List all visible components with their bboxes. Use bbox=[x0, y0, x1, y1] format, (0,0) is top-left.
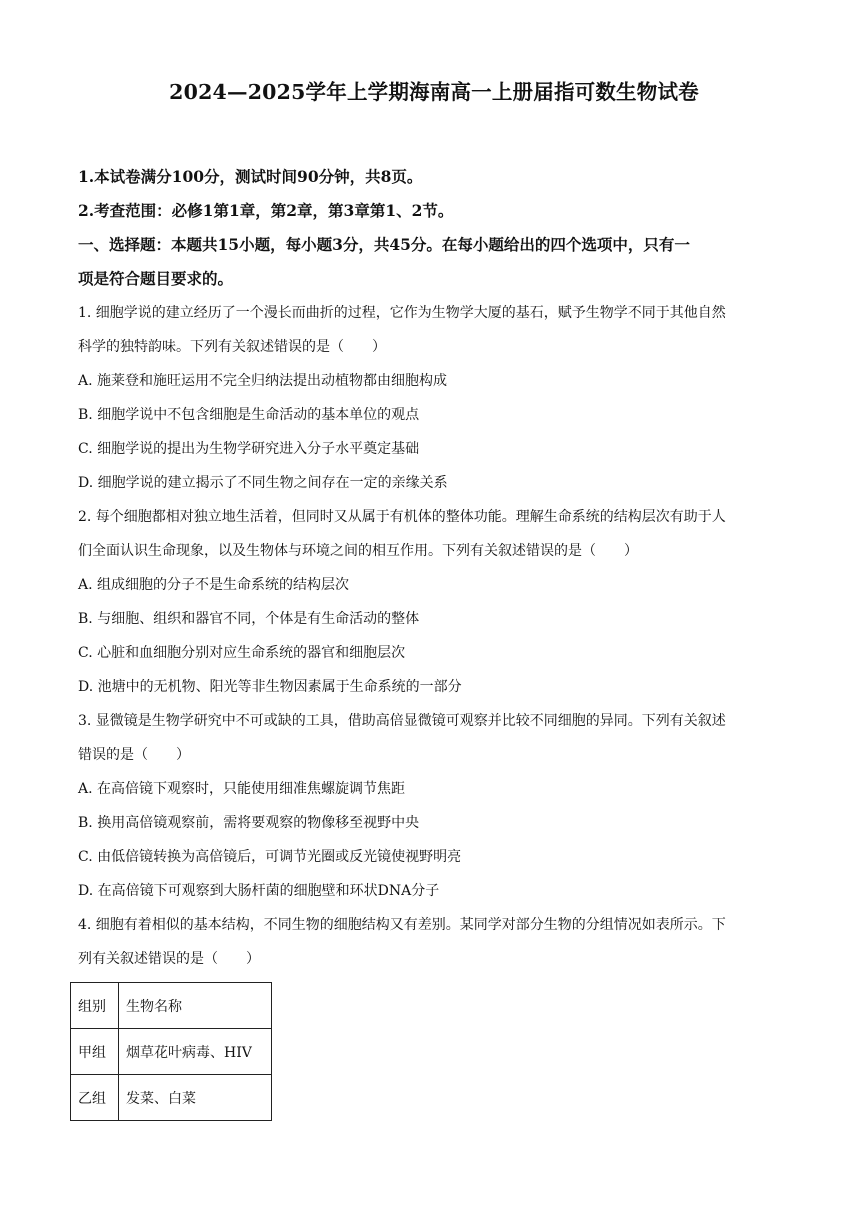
question-1-stem bbox=[78, 296, 788, 364]
question-3-stem-line-2: 错误的是（ ） bbox=[78, 747, 190, 763]
question-3-option-a: A. 在高倍镜下观察时，只能使用细准焦螺旋调节焦距 bbox=[78, 781, 406, 797]
question-2-stem bbox=[78, 500, 788, 568]
table-cell: 发菜、白菜 bbox=[119, 1075, 272, 1121]
note-score: 1.本试卷满分100分，测试时间90分钟，共8页。 bbox=[78, 167, 423, 186]
table-row bbox=[71, 1029, 272, 1075]
section-heading-line-1: 一、选择题：本题共15小题，每小题3分，共45分。在每小题给出的四个选项中，只有一 bbox=[78, 235, 690, 254]
question-3-option-c: C. 由低倍镜转换为高倍镜后，可调节光圈或反光镜使视野明亮 bbox=[78, 849, 462, 865]
question-1-option-a: A. 施莱登和施旺运用不完全归纳法提出动植物都由细胞构成 bbox=[78, 373, 448, 389]
question-3-stem bbox=[78, 704, 788, 772]
question-3-option-b: B. 换用高倍镜观察前，需将要观察的物像移至视野中央 bbox=[78, 815, 420, 831]
section-heading-line-2: 项是符合题目要求的。 bbox=[78, 269, 234, 288]
table-cell: 乙组 bbox=[71, 1075, 119, 1121]
table-header-cell: 生物名称 bbox=[119, 983, 272, 1029]
question-1-option-d: D. 细胞学说的建立揭示了不同生物之间存在一定的亲缘关系 bbox=[78, 475, 448, 491]
question-4-stem bbox=[78, 908, 788, 976]
question-2 bbox=[78, 500, 788, 704]
question-3-option-d: D. 在高倍镜下可观察到大肠杆菌的细胞壁和环状DNA分子 bbox=[78, 883, 440, 899]
question-2-option-c: C. 心脏和血细胞分别对应生命系统的器官和细胞层次 bbox=[78, 645, 406, 661]
organism-group-table bbox=[70, 982, 272, 1121]
table-header-row bbox=[71, 983, 272, 1029]
question-1-option-b: B. 细胞学说中不包含细胞是生命活动的基本单位的观点 bbox=[78, 407, 420, 423]
table-header-cell: 组别 bbox=[71, 983, 119, 1029]
question-1-stem-line-1: 1. 细胞学说的建立经历了一个漫长而曲折的过程，它作为生物学大厦的基石，赋予生物学不同于其他自然 bbox=[78, 305, 726, 321]
table-cell: 甲组 bbox=[71, 1029, 119, 1075]
question-2-stem-line-1: 2. 每个细胞都相对独立地生活着，但同时又从属于有机体的整体功能。理解生命系统的结构层次有助于人 bbox=[78, 509, 726, 525]
question-2-option-b: B. 与细胞、组织和器官不同，个体是有生命活动的整体 bbox=[78, 611, 420, 627]
question-4-stem-line-1: 4. 细胞有着相似的基本结构，不同生物的细胞结构又有差别。某同学对部分生物的分组情况如表所示。下 bbox=[78, 917, 726, 933]
note-scope: 2.考查范围：必修1第1章，第2章，第3章第1、2节。 bbox=[78, 201, 454, 220]
question-1 bbox=[78, 296, 788, 500]
exam-content bbox=[78, 160, 788, 1121]
question-4-stem-line-2: 列有关叙述错误的是（ ） bbox=[78, 951, 260, 967]
page-title: 2024—2025学年上学期海南高一上册届指可数生物试卷 bbox=[169, 80, 699, 104]
question-1-stem-line-2: 科学的独特韵味。下列有关叙述错误的是（ ） bbox=[78, 339, 386, 355]
question-2-stem-line-2: 们全面认识生命现象，以及生物体与环境之间的相互作用。下列有关叙述错误的是（ ） bbox=[78, 543, 638, 559]
question-2-option-a: A. 组成细胞的分子不是生命系统的结构层次 bbox=[78, 577, 350, 593]
question-3 bbox=[78, 704, 788, 908]
section-heading bbox=[78, 228, 788, 296]
question-1-option-c: C. 细胞学说的提出为生物学研究进入分子水平奠定基础 bbox=[78, 441, 420, 457]
question-3-stem-line-1: 3. 显微镜是生物学研究中不可或缺的工具，借助高倍显微镜可观察并比较不同细胞的异同。下列有关叙述 bbox=[78, 713, 726, 729]
question-2-option-d: D. 池塘中的无机物、阳光等非生物因素属于生命系统的一部分 bbox=[78, 679, 462, 695]
table-row bbox=[71, 1075, 272, 1121]
table-cell: 烟草花叶病毒、HIV bbox=[119, 1029, 272, 1075]
question-4 bbox=[78, 908, 788, 1121]
